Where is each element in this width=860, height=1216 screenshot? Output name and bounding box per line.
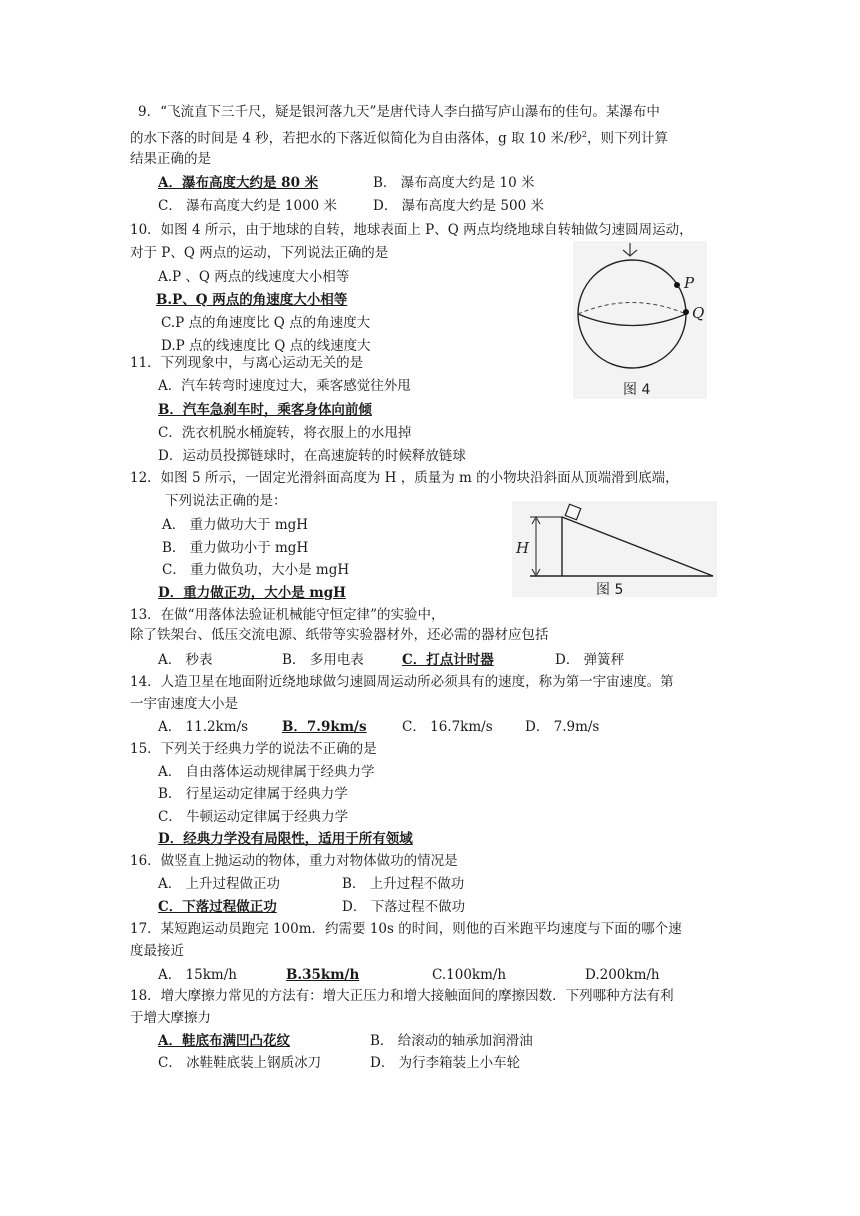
figure-5-caption: 图 5 — [596, 582, 624, 597]
q9-stem-line2-tail: ，则下列计算 — [587, 130, 669, 147]
point-q-dot — [683, 309, 689, 315]
q14-option-d: D． 7.9m/s — [525, 719, 600, 735]
q12-option-a: A． 重力做功大于 mgH — [162, 517, 309, 533]
q11-option-a: A．汽车转弯时速度过大，乘客感觉往外甩 — [158, 378, 411, 394]
q9-option-b: B． 瀑布高度大约是 10 米 — [373, 175, 535, 191]
q18-stem-line1: 18．增大摩擦力常见的方法有：增大正压力和增大接触面间的摩擦因数．下列哪种方法有利 — [130, 988, 674, 1004]
q17-option-a: A． 15km/h — [158, 967, 237, 983]
q10-stem-line1: 10．如图 4 所示，由于地球的自转，地球表面上 P、Q 两点均绕地球自转轴做匀速圆周运动， — [130, 222, 693, 238]
q13-option-c: C．打点计时器 — [402, 652, 494, 668]
q14-option-b: B．7.9km/s — [282, 719, 367, 735]
q13-stem-line1: 13．在做“用落体法验证机械能守恒定律”的实验中， — [130, 607, 445, 623]
q9-stem-line1: 9．“飞流直下三千尺，疑是银河落九天”是唐代诗人李白描写庐山瀑布的佳句。某瀑布中 — [138, 104, 660, 120]
q14-stem-line1: 14．人造卫星在地面附近绕地球做匀速圆周运动所必须具有的速度，称为第一宇宙速度。第 — [130, 674, 674, 690]
q18-option-c: C． 冰鞋鞋底装上钢质冰刀 — [158, 1055, 322, 1071]
q12-option-d: D．重力做正功，大小是 mgH — [158, 585, 346, 601]
equator-back-dashed — [578, 303, 686, 315]
q17-option-b: B.35km/h — [286, 967, 360, 983]
q9-exponent: 2 — [581, 130, 588, 139]
q17-option-d: D.200km/h — [585, 967, 660, 983]
q16-option-a: A． 上升过程做正功 — [158, 876, 281, 892]
q10-stem-line2: 对于 P、Q 两点的运动，下列说法正确的是 — [130, 245, 389, 261]
q12-option-c: C． 重力做负功，大小是 mgH — [162, 562, 350, 578]
q11-option-c: C．洗衣机脱水桶旋转，将衣服上的水甩掉 — [158, 425, 412, 441]
block-on-incline — [565, 504, 581, 520]
q16-option-d: D． 下落过程不做功 — [342, 899, 466, 915]
q13-option-b: B． 多用电表 — [282, 652, 364, 668]
q9-stem-line3: 结果正确的是 — [130, 151, 211, 167]
figure-5-incline — [512, 501, 717, 597]
q15-option-d: D．经典力学没有局限性，适用于所有领域 — [158, 831, 413, 847]
q9-option-a: A．瀑布高度大约是 80 米 — [158, 175, 319, 191]
q9-option-c: C． 瀑布高度大约是 1000 米 — [158, 198, 338, 214]
q14-stem-line2: 一宇宙速度大小是 — [130, 696, 238, 712]
q11-option-d: D．运动员投掷链球时，在高速旋转的时候释放链球 — [158, 448, 466, 464]
equator-front — [578, 314, 686, 326]
earth-outline — [578, 260, 686, 368]
q11-option-b: B．汽车急刹车时，乘客身体向前倾 — [158, 402, 372, 418]
incline-slope — [562, 517, 713, 576]
q12-stem-line1: 12．如图 5 所示，一固定光滑斜面高度为 H ，质量为 m 的小物块沿斜面从顶端滑到底端， — [130, 470, 679, 486]
q14-option-a: A． 11.2km/s — [158, 719, 249, 735]
point-q-label: Q — [692, 304, 705, 322]
q12-stem-line2: 下列说法正确的是： — [165, 493, 287, 509]
figure-4-earth — [573, 241, 707, 399]
q10-option-d: D.P 点的线速度比 Q 点的线速度大 — [161, 338, 371, 354]
height-label: H — [516, 539, 530, 557]
q9-stem-line2-text: 的水下落的时间是 4 秒，若把水的下落近似简化为自由落体，g 取 10 米/秒 — [130, 130, 582, 147]
q17-option-c: C.100km/h — [432, 967, 507, 983]
q18-option-d: D． 为行李箱装上小车轮 — [370, 1055, 521, 1071]
q18-option-a: A．鞋底布满凹凸花纹 — [158, 1033, 290, 1049]
q18-stem-line2: 于增大摩擦力 — [130, 1010, 211, 1026]
point-p-dot — [674, 282, 680, 288]
point-p-label: P — [684, 274, 695, 292]
q16-option-b: B． 上升过程不做功 — [342, 876, 465, 892]
q9-option-d: D． 瀑布高度大约是 500 米 — [373, 198, 544, 214]
q15-option-a: A． 自由落体运动规律属于经典力学 — [158, 764, 375, 780]
q13-option-a: A． 秒表 — [158, 652, 213, 668]
figure-4-caption: 图 4 — [623, 382, 651, 398]
q16-option-c: C．下落过程做正功 — [158, 899, 277, 915]
q17-stem-line1: 17．某短跑运动员跑完 100m．约需要 10s 的时间，则他的百米跑平均速度与下面的哪个速 — [130, 921, 682, 937]
q13-stem-line2: 除了铁架台、低压交流电源、纸带等实验器材外，还必需的器材应包括 — [130, 627, 549, 643]
q16-stem: 16．做竖直上抛运动的物体，重力对物体做功的情况是 — [130, 853, 458, 869]
q10-option-a: A.P 、Q 两点的线速度大小相等 — [158, 269, 350, 285]
q15-option-c: C． 牛顿运动定律属于经典力学 — [158, 809, 349, 825]
q10-option-b: B.P、Q 两点的角速度大小相等 — [156, 292, 348, 308]
q17-stem-line2: 度最接近 — [130, 943, 184, 959]
q12-option-b: B． 重力做功小于 mgH — [162, 540, 309, 556]
q15-stem: 15．下列关于经典力学的说法不正确的是 — [130, 741, 377, 757]
q9-stem-line2 — [130, 126, 668, 148]
q11-stem: 11．下列现象中，与离心运动无关的是 — [130, 355, 364, 371]
q13-option-d: D． 弹簧秤 — [555, 652, 625, 668]
q18-option-b: B． 给滚动的轴承加润滑油 — [370, 1033, 533, 1049]
q15-option-b: B． 行星运动定律属于经典力学 — [158, 786, 348, 802]
q14-option-c: C． 16.7km/s — [402, 719, 493, 735]
q10-option-c: C.P 点的角速度比 Q 点的角速度大 — [161, 315, 371, 331]
